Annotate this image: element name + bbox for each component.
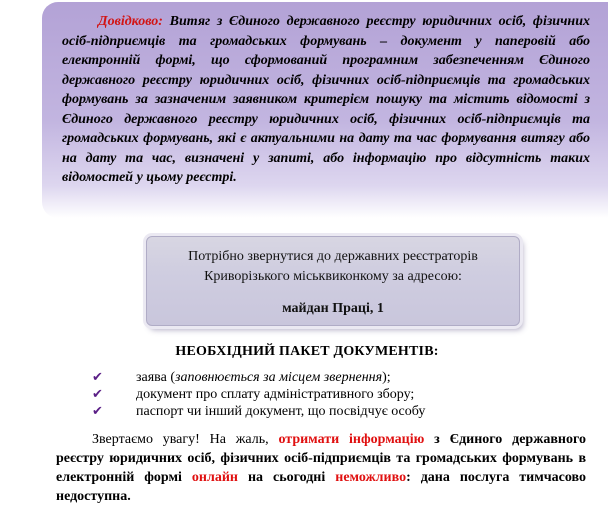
notice-highlight-info: отримати інформацію xyxy=(278,432,425,447)
reference-info-text xyxy=(62,12,590,188)
list-item-text: заява ( xyxy=(136,370,175,385)
list-item xyxy=(92,386,425,403)
reference-lead-label: Довідково: xyxy=(98,14,163,29)
address-box xyxy=(146,236,520,326)
notice-intro: Звертаємо увагу! На жаль, xyxy=(92,432,279,447)
notice-highlight-online: онлайн xyxy=(191,470,238,485)
notice-part2: з Єдиного державного реєстру юридичних осіб, фізичних осіб-підприємців та громадських формувань в електронній формі xyxy=(56,432,586,485)
list-item-text: паспорт чи інший документ, що посвідчує особу xyxy=(136,404,426,419)
address-value: майдан Праці, 1 xyxy=(282,301,384,316)
notice-part3: на сьогодні xyxy=(237,470,336,485)
reference-info-box xyxy=(42,2,608,218)
notice-part4: : дана послуга тимчасово недоступна. xyxy=(56,470,587,504)
list-item-italic: заповнюється за місцем звернення xyxy=(175,370,383,385)
list-item xyxy=(92,369,425,386)
checkmark-icon: ✔ xyxy=(92,387,103,402)
checkmark-icon: ✔ xyxy=(92,370,103,385)
list-item-text: документ про сплату адміністративного збору; xyxy=(136,387,415,402)
reference-body: Витяг з Єдиного державного реєстру юридичних осіб, фізичних осіб-підприємців та громадських формувань – документ у паперовій або електронній формі, що сформований програмним забезпеченням Єдиного державного реєстру юридичних осіб, фізичних осіб-підприємців та громадських формувань за зазначеним заявником критерієм пошуку та містить відомості з Єдиного державного реєстру юридичних осіб, фізичних осіб-підприємців та громадських формувань, які є актуальними на дату та час формування витягу або на дату та час, визначені у запиті, або інформацію про відсутність таких відомостей у цьому реєстрі. xyxy=(62,14,590,185)
address-intro-line2: Криворізького міськвиконкому за адресою: xyxy=(204,269,462,284)
list-item xyxy=(92,403,425,420)
address-intro-line1: Потрібно звернутися до державних реєстраторів xyxy=(188,249,478,264)
documents-package-title: НЕОБХІДНИЙ ПАКЕТ ДОКУМЕНТІВ: xyxy=(175,344,439,359)
checkmark-icon: ✔ xyxy=(92,404,103,419)
documents-list xyxy=(92,369,425,420)
notice-highlight-impossible: неможливо xyxy=(335,470,407,485)
notice-paragraph xyxy=(56,430,586,506)
list-item-tail: ); xyxy=(382,370,391,385)
